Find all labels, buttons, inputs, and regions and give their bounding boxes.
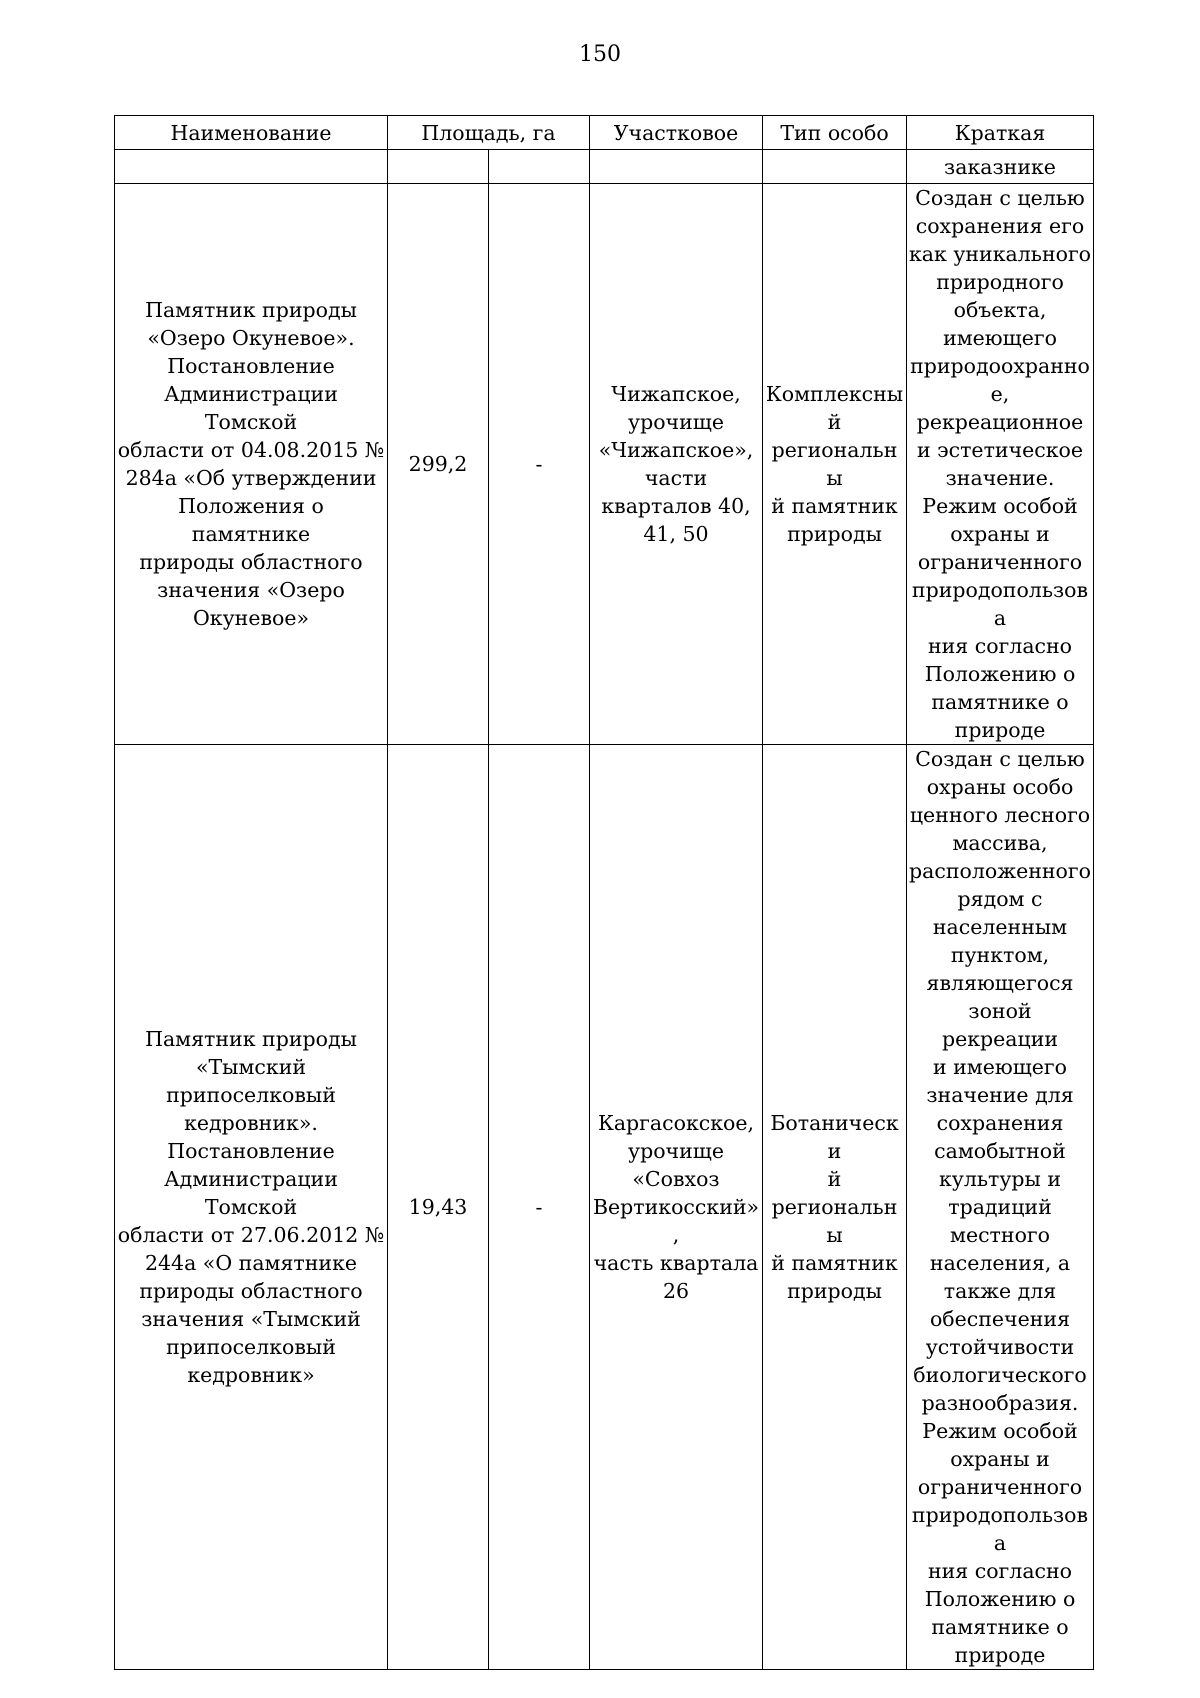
protected-areas-table: [114, 115, 1094, 1670]
row-name: [115, 745, 388, 1670]
row-name-text: Памятник природы «Озеро Окуневое». Постановление Администрации Томской области от 04.08.2015 № 284а «Об утверждении Положения о памятнике природы областного значения «Озеро Окуневое»: [117, 298, 385, 630]
row-type-text: Комплексны й региональны й памятник природы: [765, 382, 904, 546]
row-description-text: Создан с целью сохранения его как уникального природного объекта, имеющего природоохранно е, рекреационное и эстетическое значение. Режим особой охраны и ограниченного природопользова ния согласно Положению о памятнике о природе: [908, 186, 1092, 742]
cell: [388, 150, 489, 184]
row-section: [590, 184, 763, 745]
header-area: Площадь, га: [388, 116, 590, 150]
cell: [489, 150, 590, 184]
cell: [115, 150, 388, 184]
row-area-extra-text: -: [535, 1195, 543, 1219]
header-section: Участковое: [590, 116, 763, 150]
row-section-text: Каргасокское, урочище «Совхоз Вертикосский», часть квартала 26: [592, 1111, 760, 1303]
row-area: [388, 184, 489, 745]
row-description-text: Создан с целью охраны особо ценного лесного массива, расположенного рядом с населенным пунктом, являющегося зоной рекреации и имеющего значение для сохранения самобытной культуры и традиций местного населения, а также для обеспечения устойчивости биологического разнообразия. Режим особой охраны и ограниченного природопользова ния согласно Положению о памятнике о природе: [909, 747, 1091, 1667]
header-description: Краткая: [907, 116, 1094, 150]
row-area-text: 299,2: [408, 452, 468, 476]
table-row: [115, 184, 1094, 745]
row-section: [590, 745, 763, 1670]
row-type: [763, 745, 907, 1670]
continuation-row: [115, 150, 1094, 184]
row-area-text: 19,43: [408, 1195, 468, 1219]
row-description: [907, 745, 1094, 1670]
page-number: 150: [579, 42, 621, 67]
table-header-row: [115, 116, 1094, 150]
header-type: Тип особо: [763, 116, 907, 150]
row-area-extra: [489, 184, 590, 745]
continuation-description: заказнике: [907, 150, 1094, 184]
cell: [763, 150, 907, 184]
header-name: Наименование: [115, 116, 388, 150]
row-area-extra: [489, 745, 590, 1670]
row-type: [763, 184, 907, 745]
row-name: [115, 184, 388, 745]
row-type-text: Ботанически й региональны й памятник природы: [770, 1111, 899, 1303]
row-area-extra-text: -: [535, 452, 543, 476]
row-area: [388, 745, 489, 1670]
row-description: [907, 184, 1094, 745]
cell: [590, 150, 763, 184]
table-row: [115, 745, 1094, 1670]
row-section-text: Чижапское, урочище «Чижапское», части кварталов 40, 41, 50: [598, 382, 754, 546]
row-name-text: Памятник природы «Тымский припоселковый кедровник». Постановление Администрации Томской области от 27.06.2012 № 244а «О памятнике природы областного значения «Тымский припоселковый кедровник»: [117, 1027, 385, 1387]
